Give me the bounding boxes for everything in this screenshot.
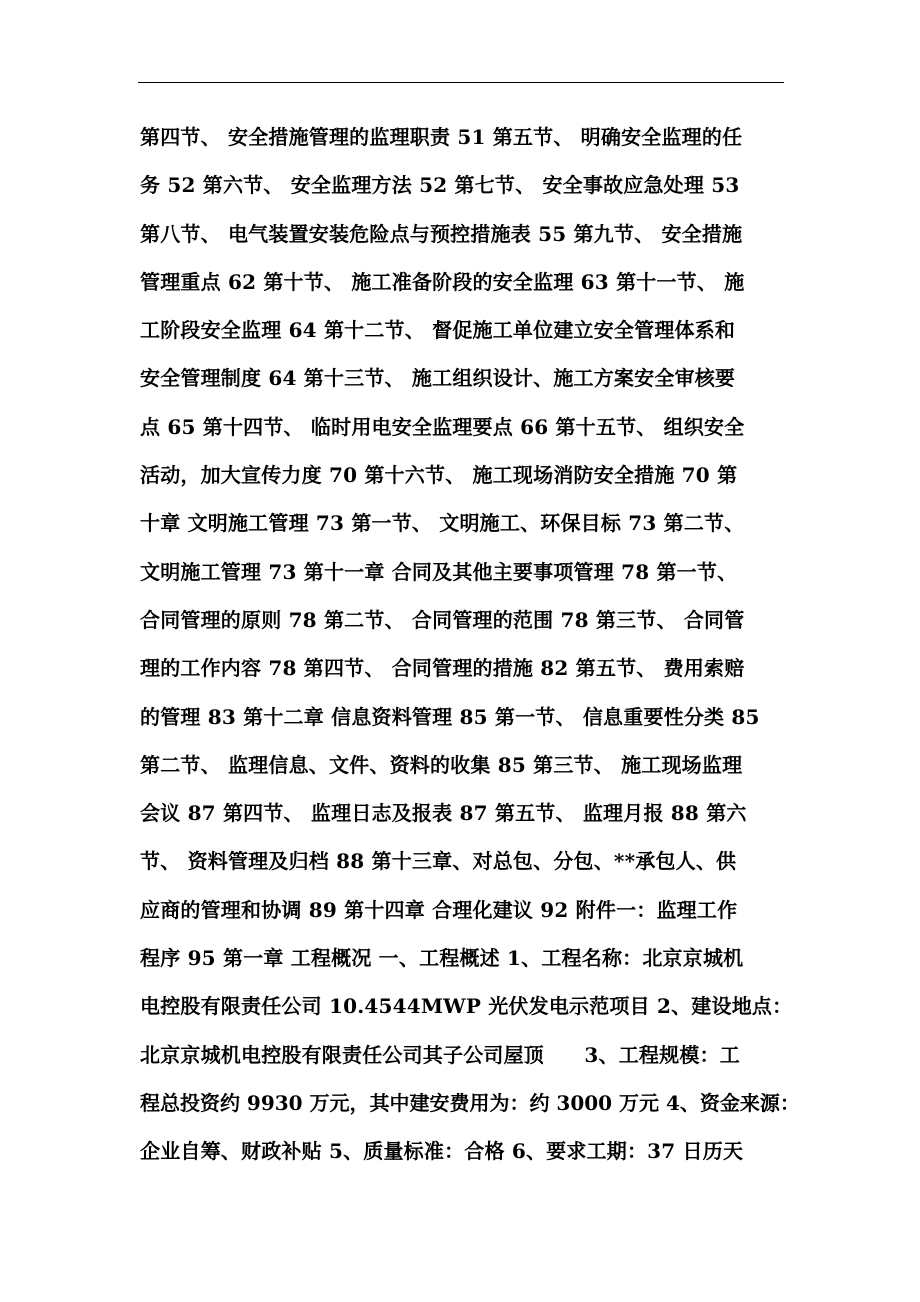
text-line: 程总投资约 9930 万元，其中建安费用为：约 3000 万元 4、资金来源： <box>140 1090 800 1115</box>
text-line: 程序 95 第一章 工程概况 一、工程概述 1、工程名称：北京京城机 <box>140 946 744 971</box>
body-text <box>140 113 800 1176</box>
text-line: 第八节、 电气装置安装危险点与预控措施表 55 第九节、 安全措施 <box>140 221 743 246</box>
text-line: 应商的管理和协调 89 第十四章 合理化建议 92 附件一：监理工作 <box>140 897 738 922</box>
text-line: 十章 文明施工管理 73 第一节、 文明施工、环保目标 73 第二节、 <box>140 511 745 536</box>
text-line: 安全管理制度 64 第十三节、 施工组织设计、施工方案安全审核要 <box>140 366 736 391</box>
text-line: 合同管理的原则 78 第二节、 合同管理的范围 78 第三节、 合同管 <box>140 607 745 632</box>
text-line: 工阶段安全监理 64 第十二节、 督促施工单位建立安全管理体系和 <box>140 318 736 343</box>
text-line: 管理重点 62 第十节、 施工准备阶段的安全监理 63 第十一节、 施 <box>140 269 745 294</box>
text-line: 文明施工管理 73 第十一章 合同及其他主要事项管理 78 第一节、 <box>140 559 738 584</box>
text-line: 电控股有限责任公司 10.4544MWP 光伏发电示范项目 2、建设地点： <box>140 994 793 1019</box>
text-line: 节、 资料管理及归档 88 第十三章、对总包、分包、**承包人、供 <box>140 849 737 874</box>
text-line: 的管理 83 第十二章 信息资料管理 85 第一节、 信息重要性分类 85 <box>140 704 760 729</box>
header-rule <box>138 82 784 83</box>
text-line: 会议 87 第四节、 监理日志及报表 87 第五节、 监理月报 88 第六 <box>140 801 747 826</box>
text-line: 第四节、 安全措施管理的监理职责 51 第五节、 明确安全监理的任 <box>140 125 743 149</box>
text-line: 企业自筹、财政补贴 5、质量标准：合格 6、要求工期：37 日历天 <box>140 1139 744 1164</box>
text-line: 点 65 第十四节、 临时用电安全监理要点 66 第十五节、 组织安全 <box>140 414 745 439</box>
text-line: 务 52 第六节、 安全监理方法 52 第七节、 安全事故应急处理 53 <box>140 173 740 198</box>
text-line: 第二节、 监理信息、文件、资料的收集 85 第三节、 施工现场监理 <box>140 752 743 777</box>
text-line: 理的工作内容 78 第四节、 合同管理的措施 82 第五节、 费用索赔 <box>140 656 745 681</box>
text-line: 活动，加大宣传力度 70 第十六节、 施工现场消防安全措施 70 第 <box>140 463 738 488</box>
text-line: 北京京城机电控股有限责任公司其子公司屋顶 3、工程规模：工 <box>140 1042 740 1067</box>
